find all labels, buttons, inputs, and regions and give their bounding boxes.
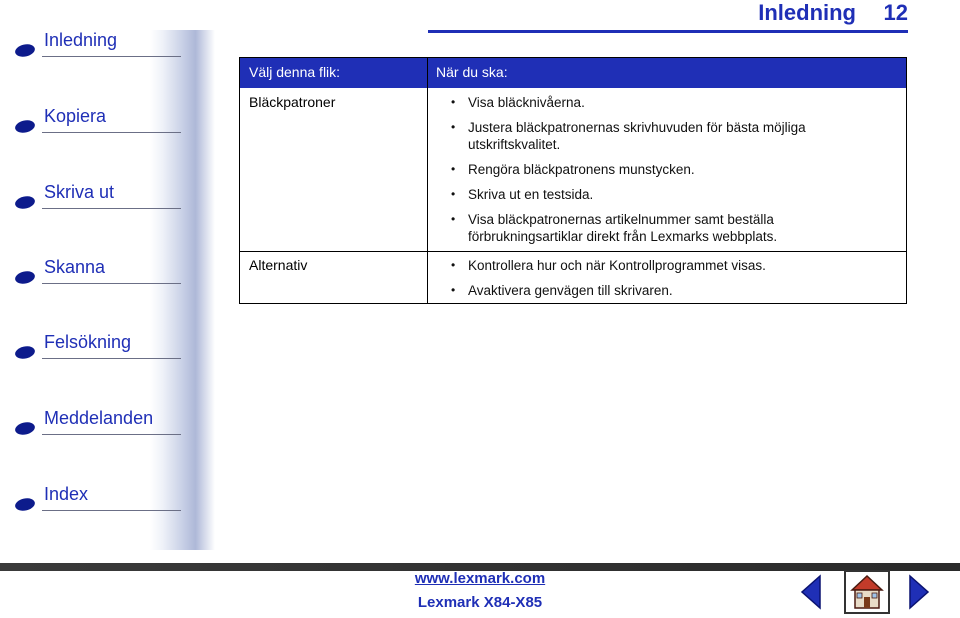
divider [42,434,181,435]
column-divider [427,58,428,303]
divider [42,283,181,284]
sidebar-item-meddelanden[interactable] [14,406,182,438]
oval-bullet-icon [14,498,36,511]
sidebar-item-felsokning[interactable] [14,330,182,362]
oval-bullet-icon [14,346,36,359]
footer-website-link[interactable]: www.lexmark.com [414,570,546,587]
divider [42,208,181,209]
sidebar-item-skriva-ut[interactable] [14,180,182,212]
table-header-tab: Välj denna flik: [249,64,341,80]
list-item: • Rengöra bläckpatronens munstycken. [448,161,888,178]
oval-bullet-icon [14,120,36,133]
sidebar-item-skanna[interactable] [14,255,182,287]
divider [42,510,181,511]
list-item: • Skriva ut en testsida. [448,186,888,203]
table-header-row [240,58,906,88]
tab-description-table [239,57,907,304]
list-item: • Avaktivera genvägen till skrivaren. [448,282,888,299]
page-title: Inledning [758,0,856,25]
sidebar-item-index[interactable] [14,482,182,514]
divider [42,56,181,57]
table-cell-tab: Bläckpatroner [249,94,336,110]
sidebar-item-label: Skanna [44,257,106,277]
sidebar-item-inledning[interactable] [14,28,182,60]
sidebar-item-label: Meddelanden [44,408,154,428]
sidebar-item-label: Inledning [44,30,118,50]
list-item: • Visa bläcknivåerna. [448,94,888,111]
sidebar-item-label: Kopiera [44,106,107,126]
header-divider [428,30,908,33]
page-number: 12 [883,0,908,25]
home-icon[interactable] [844,570,890,614]
oval-bullet-icon [14,196,36,209]
sidebar-item-label: Skriva ut [44,182,115,202]
table-header-when: När du ska: [436,64,508,80]
oval-bullet-icon [14,44,36,57]
footer-product-name: Lexmark X84-X85 [417,594,543,611]
table-cell-tab: Alternativ [249,257,308,273]
oval-bullet-icon [14,422,36,435]
oval-bullet-icon [14,271,36,284]
list-item: • Visa bläckpatronernas artikelnummer samt beställa förbrukningsartiklar direkt från Lexmarks webbplats. [448,211,888,245]
sidebar-item-kopiera[interactable] [14,104,182,136]
previous-page-arrow-icon[interactable] [800,574,822,610]
list-item: • Kontrollera hur och när Kontrollprogrammet visas. [448,257,888,274]
divider [42,132,181,133]
sidebar-nav [0,0,215,560]
divider [42,358,181,359]
action-list [448,94,888,253]
next-page-arrow-icon[interactable] [908,574,930,610]
action-list [448,257,888,307]
sidebar-item-label: Felsökning [44,332,132,352]
sidebar-item-label: Index [44,484,89,504]
list-item: • Justera bläckpatronernas skrivhuvuden för bästa möjliga utskriftskvalitet. [448,119,888,153]
